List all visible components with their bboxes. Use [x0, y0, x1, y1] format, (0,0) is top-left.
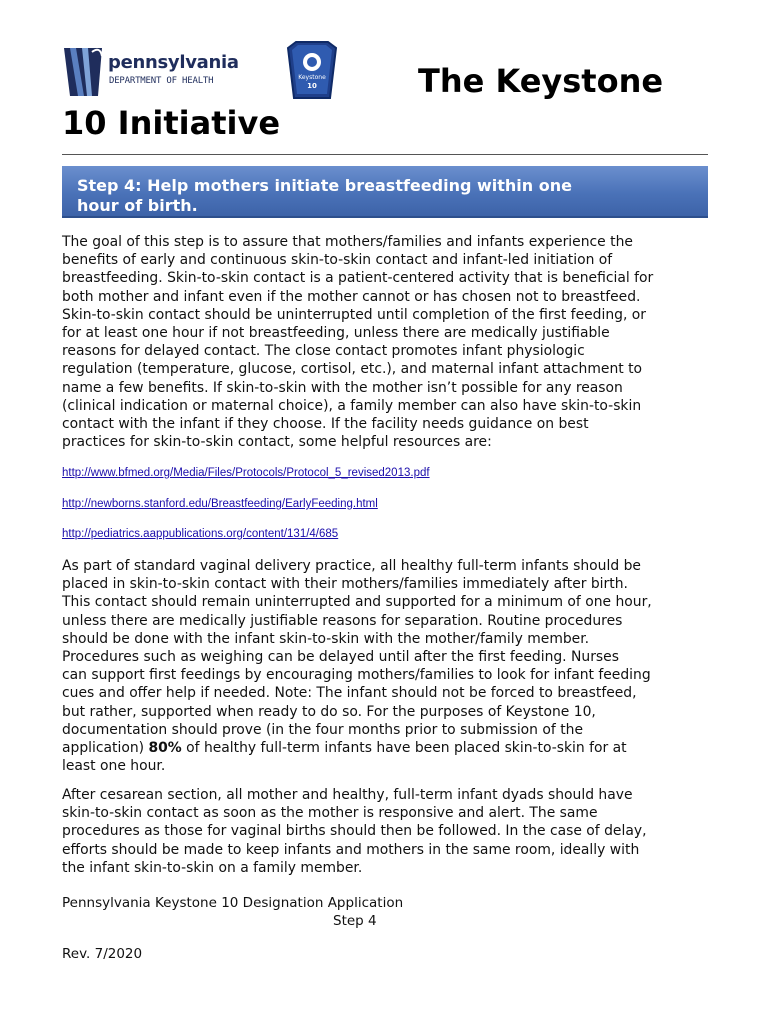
intro-paragraph: The goal of this step is to assure that mothers/families and infants experience the benefits of early and continuous skin-to-skin contact and infant-led initiation of breastfeeding. Skin-to-skin contact is a patient-centered activity that is beneficial for both mother and infant even if the mother cannot or has chosen not to breastfeed. Skin-to-skin contact should be uninterrupted until completion of the first feeding, or for at least one hour if not breastfeeding, unless there are medically justifiable reasons for delayed contact. The close contact promotes infant physiologic regulation (temperature, glucose, cortisol, etc.), and maternal infant attachment to name a few benefits. If skin-to-skin with the mother isn’t possible for any reason (clinical indication or maternal choice), a family member can also have skin-to-skin contact with the infant if they choose. If the facility needs guidance on best practices for skin-to-skin contact, some helpful resources are: — [62, 234, 654, 451]
page-title-line-1: The Keystone — [418, 62, 664, 100]
badge-number: 10 — [307, 82, 317, 90]
keystone-badge-icon — [284, 40, 340, 100]
header-divider — [62, 154, 708, 155]
resource-link-bfmed[interactable]: http://www.bfmed.org/Media/Files/Protocols/Protocol_5_revised2013.pdf — [62, 467, 430, 479]
pa-department-of-health-logo — [62, 42, 239, 98]
footer-step-label: Step 4 — [333, 913, 377, 929]
step-heading-banner — [62, 166, 708, 218]
keystone-10-badge — [284, 40, 340, 100]
resource-link-stanford[interactable]: http://newborns.stanford.edu/Breastfeeding/EarlyFeeding.html — [62, 498, 378, 510]
pa-logo-department: DEPARTMENT OF HEALTH — [109, 76, 214, 86]
step-heading-line-2: hour of birth. — [77, 196, 198, 215]
footer-application-title: Pennsylvania Keystone 10 Designation Application — [62, 895, 404, 911]
keystone-shape-icon — [62, 42, 106, 98]
percentage-highlight: 80% — [148, 740, 182, 757]
step-heading-line-1: Step 4: Help mothers initiate breastfeeding within one — [77, 176, 572, 195]
footer-revision: Rev. 7/2020 — [62, 946, 143, 962]
badge-label: Keystone — [298, 74, 326, 81]
step-heading — [77, 176, 677, 216]
pa-logo-name: pennsylvania — [108, 52, 239, 73]
vaginal-delivery-paragraph — [62, 557, 722, 775]
page-title-line-2: 10 Initiative — [62, 104, 281, 142]
paragraph-text: As part of standard vaginal delivery practice, all healthy full-term infants should be placed in skin-to-skin contact with their mothers/families immediately after birth. This contact should remain uninterrupted and supported for a minimum of one hour, unless there are medically justifiable reasons for separation. Routine procedures should be done with the infant skin-to-skin with the mother/family member. Procedures such as weighing can be delayed until after the first feeding. Nurses can support first feedings by encouraging mothers/families to look for infant feeding cues and offer help if needed. Note: The infant should not be forced to breastfeed, but rather, supported when ready to do so. For the purposes of Keystone 10, documentation should prove (in the four months prior to submission of the application) — [62, 558, 652, 757]
paragraph-text-end: of healthy full-term infants have been placed skin-to-skin for at least one hour. — [62, 740, 627, 775]
resource-link-pediatrics[interactable]: http://pediatrics.aappublications.org/content/131/4/685 — [62, 528, 339, 540]
cesarean-paragraph: After cesarean section, all mother and healthy, full-term infant dyads should have skin-to-skin contact as soon as the mother is responsive and alert. The same procedures as those for vaginal births should then be followed. In the case of delay, efforts should be made to keep infants and mothers in the same room, ideally with the infant skin-to-skin on a family member. — [62, 787, 647, 876]
